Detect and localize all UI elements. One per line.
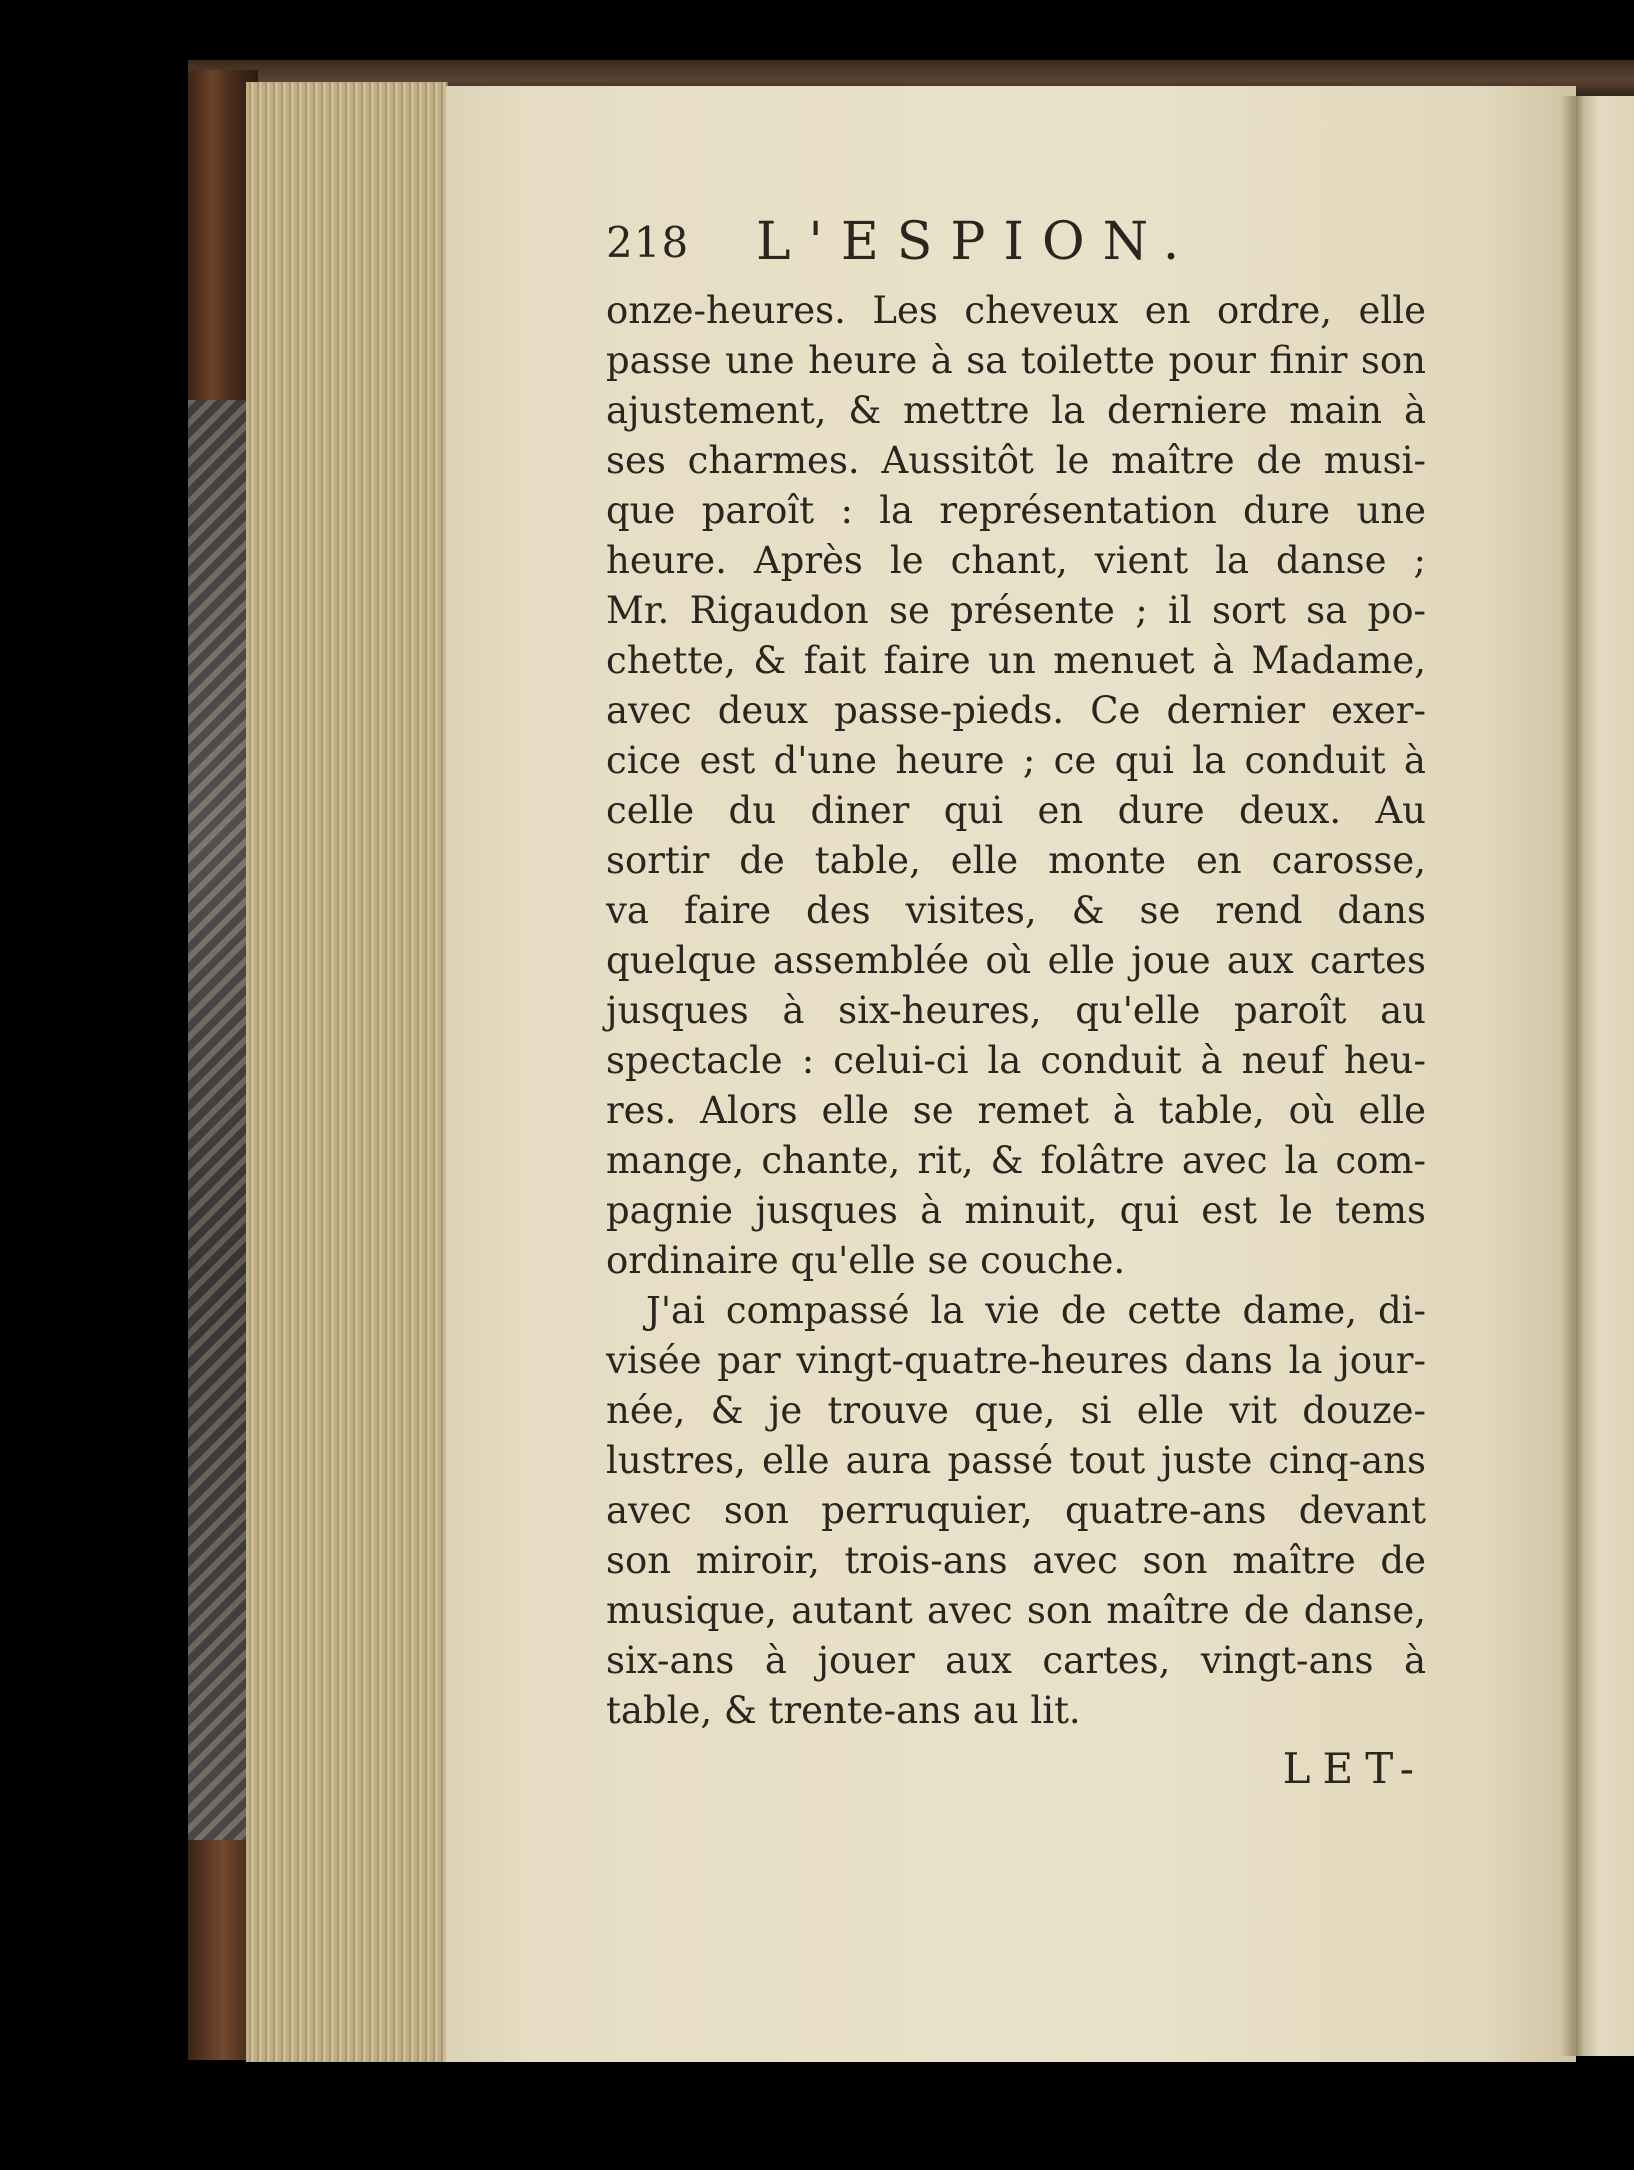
text-line: va faire des visites, & se rend dans bbox=[606, 889, 1426, 932]
gutter-shadow bbox=[1560, 96, 1584, 2056]
page-number: 218 bbox=[606, 218, 690, 267]
text-line: table, & trente-ans au lit. bbox=[606, 1689, 1081, 1732]
text-line: cice est d'une heure ; ce qui la conduit à bbox=[606, 739, 1426, 782]
text-line: visée par vingt-quatre-heures dans la jour- bbox=[606, 1339, 1426, 1382]
text-line: ajustement, & mettre la derniere main à bbox=[606, 389, 1426, 432]
text-line: onze-heures. Les cheveux en ordre, elle bbox=[606, 289, 1426, 332]
running-title: L'ESPION. bbox=[756, 212, 1198, 272]
text-line: six-ans à jouer aux cartes, vingt-ans à bbox=[606, 1639, 1426, 1682]
facing-page-edge bbox=[1576, 96, 1634, 2056]
running-head bbox=[606, 212, 1426, 278]
text-line: avec son perruquier, quatre-ans devant bbox=[606, 1489, 1426, 1532]
text-line: son miroir, trois-ans avec son maître de bbox=[606, 1539, 1426, 1582]
catchword-text: LET- bbox=[1282, 1744, 1426, 1793]
text-line: res. Alors elle se remet à table, où elle bbox=[606, 1089, 1426, 1132]
text-line: pagnie jusques à minuit, qui est le tems bbox=[606, 1189, 1426, 1232]
text-line: née, & je trouve que, si elle vit douze- bbox=[606, 1389, 1426, 1432]
text-line: celle du diner qui en dure deux. Au bbox=[606, 789, 1426, 832]
text-line: heure. Après le chant, vient la danse ; bbox=[606, 539, 1426, 582]
catchword bbox=[606, 1744, 1426, 1804]
text-line: mange, chante, rit, & folâtre avec la com- bbox=[606, 1139, 1426, 1182]
marbled-cover-paper bbox=[188, 400, 250, 1850]
text-line: passe une heure à sa toilette pour finir son bbox=[606, 339, 1426, 382]
text-line: quelque assemblée où elle joue aux cartes bbox=[606, 939, 1426, 982]
text-line: lustres, elle aura passé tout juste cinq-ans bbox=[606, 1439, 1426, 1482]
text-line: ses charmes. Aussitôt le maître de musi- bbox=[606, 439, 1426, 482]
text-line: chette, & fait faire un menuet à Madame, bbox=[606, 639, 1426, 682]
text-line: J'ai compassé la vie de cette dame, di- bbox=[646, 1289, 1426, 1332]
text-line: avec deux passe-pieds. Ce dernier exer- bbox=[606, 689, 1426, 732]
text-line: musique, autant avec son maître de danse, bbox=[606, 1589, 1426, 1632]
text-line: sortir de table, elle monte en carosse, bbox=[606, 839, 1426, 882]
text-line: ordinaire qu'elle se couche. bbox=[606, 1239, 1126, 1282]
text-line: jusques à six-heures, qu'elle paroît au bbox=[606, 989, 1426, 1032]
text-line: que paroît : la représentation dure une bbox=[606, 489, 1426, 532]
text-line: Mr. Rigaudon se présente ; il sort sa po- bbox=[606, 589, 1426, 632]
page-edges bbox=[246, 82, 448, 2062]
body-text bbox=[606, 286, 1426, 1736]
text-block bbox=[606, 212, 1426, 1804]
text-line: spectacle : celui-ci la conduit à neuf heu- bbox=[606, 1039, 1426, 1082]
